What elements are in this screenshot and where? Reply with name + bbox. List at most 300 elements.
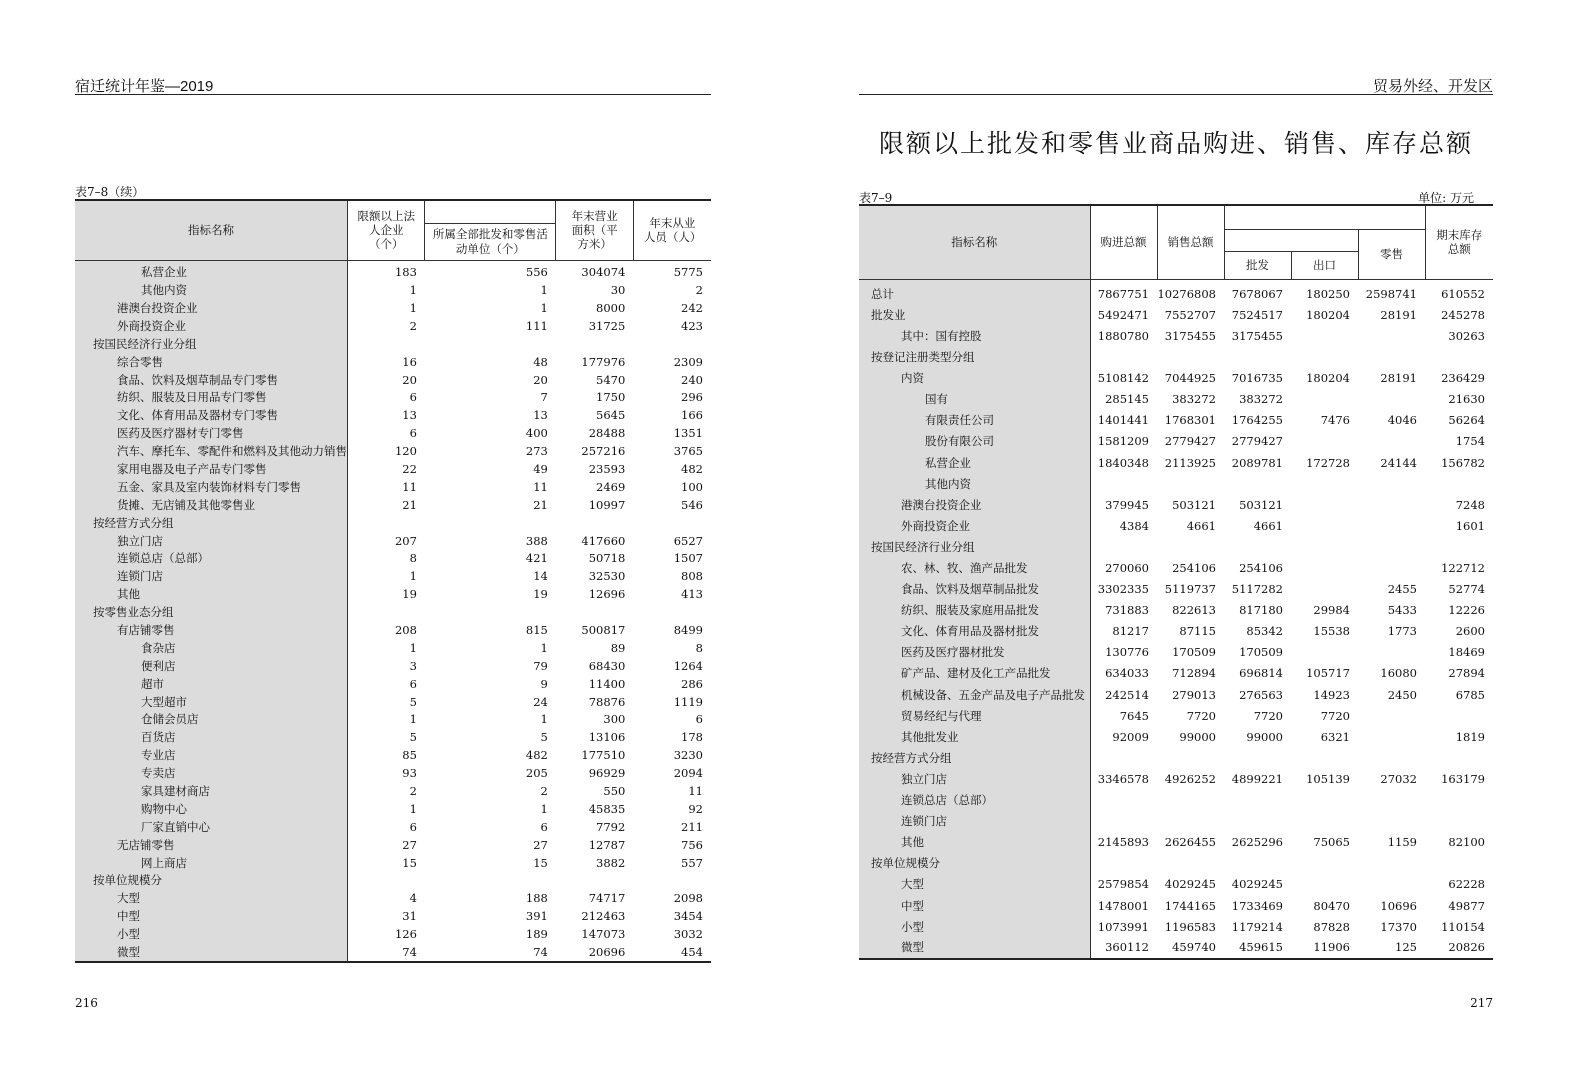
table-cell: 1351	[673, 426, 703, 441]
table-cell: 242514	[1105, 687, 1149, 702]
table-cell: 75065	[1313, 835, 1350, 850]
table-cell	[1224, 347, 1291, 368]
table-cell	[1291, 495, 1358, 516]
row-label: 机械设备、五金产品及电子产品批发	[859, 685, 1090, 706]
table-cell: 712894	[1172, 666, 1216, 681]
table-row	[75, 926, 711, 944]
table-cell: 1401441	[1097, 413, 1149, 428]
row-label: 综合零售	[75, 353, 348, 371]
table-cell: 2	[409, 318, 417, 333]
table-cell: 822613	[1172, 603, 1216, 618]
table-cell	[1291, 347, 1358, 368]
table-cell: 4029245	[1231, 877, 1283, 892]
table-cell: 421	[525, 551, 548, 566]
table-row	[75, 729, 711, 747]
table-cell	[1224, 537, 1291, 558]
row-label: 按登记注册类型分组	[859, 347, 1090, 368]
table-cell	[1425, 537, 1493, 558]
table-cell: 89	[610, 640, 626, 655]
table-cell: 170509	[1172, 645, 1216, 660]
table-cell	[1358, 432, 1425, 453]
table-cell	[348, 336, 425, 354]
table-cell: 125	[1358, 938, 1425, 959]
table-cell	[1291, 326, 1358, 347]
table-cell: 7552707	[1164, 307, 1216, 322]
row-label: 按零售业态分组	[75, 604, 348, 622]
table-cell: 7720	[1186, 708, 1216, 723]
table-row	[75, 783, 711, 801]
row-label: 按单位规模分	[75, 872, 348, 890]
table-cell: 5108142	[1097, 371, 1149, 386]
col-header-area: 年末营业面积（平方米）	[556, 200, 633, 260]
table-cell: 188	[525, 891, 548, 906]
table-cell: 99000	[1246, 729, 1283, 744]
table-cell	[1425, 706, 1493, 727]
row-label: 独立门店	[859, 769, 1090, 790]
table-cell: 21	[402, 497, 417, 512]
table-row	[75, 747, 711, 765]
table-cell: 21	[533, 497, 548, 512]
table-cell: 2094	[673, 766, 703, 781]
col-header-stock: 期末库存总额	[1425, 205, 1493, 279]
table-cell: 189	[525, 927, 548, 942]
table-cell: 30263	[1448, 328, 1485, 343]
table-cell: 31	[402, 909, 417, 924]
table-cell: 1768301	[1164, 413, 1216, 428]
table-row	[859, 664, 1493, 685]
col-header-group-spacer	[1224, 205, 1425, 229]
table-cell: 3882	[596, 855, 626, 870]
table-cell: 180204	[1306, 307, 1350, 322]
table-row	[75, 407, 711, 425]
table-cell: 459740	[1157, 938, 1224, 959]
table-cell: 815	[525, 623, 548, 637]
row-label: 家用电器及电子产品专门零售	[75, 461, 348, 479]
table-cell: 2089781	[1231, 455, 1283, 470]
table-cell: 2	[695, 283, 703, 298]
right-page-title: 限额以上批发和零售业商品购进、销售、库存总额	[878, 129, 1473, 158]
table-cell	[1358, 558, 1425, 579]
table-cell	[1157, 347, 1224, 368]
table-cell: 80470	[1313, 898, 1350, 913]
table-cell	[1291, 579, 1358, 600]
table-cell: 20696	[556, 944, 633, 962]
table-cell	[633, 514, 711, 532]
table-cell	[1090, 474, 1157, 495]
row-label: 连锁门店	[75, 568, 348, 586]
row-label: 百货店	[75, 729, 348, 747]
table-cell: 1880780	[1097, 328, 1149, 343]
table-row	[859, 453, 1493, 474]
table-cell: 16	[402, 354, 417, 369]
table-cell: 6	[540, 819, 548, 834]
table-cell: 413	[681, 587, 703, 602]
table-cell	[1090, 347, 1157, 368]
table-row	[75, 336, 711, 354]
table-cell: 207	[394, 533, 417, 548]
table-cell: 5	[540, 730, 548, 745]
table-cell: 62228	[1448, 877, 1485, 892]
table-cell: 2600	[1455, 624, 1485, 639]
table-cell: 240	[681, 372, 703, 387]
table-cell: 6321	[1320, 729, 1350, 744]
row-label: 大型	[75, 890, 348, 908]
table-cell: 212463	[581, 909, 626, 924]
row-label: 大型超市	[75, 693, 348, 711]
table-cell: 4	[409, 891, 417, 906]
row-label: 网上商店	[75, 854, 348, 872]
table-cell: 6	[409, 676, 417, 691]
table-cell	[1425, 347, 1493, 368]
table-cell: 360112	[1090, 938, 1157, 959]
table-cell: 5645	[596, 408, 626, 423]
table-cell: 1	[409, 801, 417, 816]
table-cell: 7720	[1320, 708, 1350, 723]
table-cell	[1157, 790, 1224, 811]
left-page-number: 216	[75, 996, 98, 1010]
row-label: 小型	[75, 926, 348, 944]
row-label: 其他内资	[859, 474, 1090, 495]
table-cell: 205	[525, 766, 548, 781]
row-label: 其他批发业	[859, 727, 1090, 748]
table-cell	[1090, 790, 1157, 811]
table-row	[75, 890, 711, 908]
table-cell	[1425, 854, 1493, 875]
table-cell: 285145	[1105, 392, 1149, 407]
table-cell	[1291, 474, 1358, 495]
table-cell	[633, 604, 711, 622]
table-cell: 379945	[1105, 497, 1149, 512]
row-label: 港澳台投资企业	[75, 300, 348, 318]
table-cell	[1358, 790, 1425, 811]
table-row	[75, 837, 711, 855]
table-cell: 3175455	[1164, 328, 1216, 343]
table-cell: 5	[409, 694, 417, 709]
row-label: 纺织、服装及家庭用品批发	[859, 600, 1090, 621]
table-cell: 15538	[1313, 624, 1350, 639]
table-row	[75, 622, 711, 640]
table-cell: 1733469	[1231, 898, 1283, 913]
table-cell: 1840348	[1097, 455, 1149, 470]
table-cell: 2779427	[1164, 434, 1216, 449]
table-cell	[1291, 811, 1358, 832]
table-cell	[1358, 811, 1425, 832]
table-cell: 6527	[673, 533, 703, 548]
table-cell: 15	[533, 855, 548, 870]
table-cell: 556	[525, 265, 548, 280]
table-cell: 2309	[673, 354, 703, 369]
table-cell: 6	[695, 712, 703, 727]
table-cell	[1425, 790, 1493, 811]
table-row	[859, 685, 1493, 706]
table-cell: 12696	[588, 587, 626, 602]
table-cell: 120	[394, 444, 417, 459]
table-cell: 1773	[1387, 624, 1417, 639]
table-cell: 177510	[581, 748, 626, 763]
table-row	[859, 938, 1493, 959]
table-cell: 4926252	[1164, 771, 1216, 786]
table-row	[75, 765, 711, 783]
table-cell: 546	[681, 497, 703, 512]
table-cell	[633, 872, 711, 890]
table-cell: 300	[603, 712, 626, 727]
row-label: 微型	[75, 944, 348, 962]
row-label: 便利店	[75, 658, 348, 676]
row-label: 超市	[75, 675, 348, 693]
table-cell	[1425, 811, 1493, 832]
table-cell: 20826	[1425, 938, 1493, 959]
row-label: 厂家直销中心	[75, 819, 348, 837]
table-cell: 6785	[1455, 687, 1485, 702]
table-cell: 6	[409, 819, 417, 834]
table-cell: 7645	[1119, 708, 1149, 723]
table-cell: 99000	[1179, 729, 1216, 744]
row-label: 有限责任公司	[859, 411, 1090, 432]
table-cell: 304074	[581, 265, 626, 280]
table-cell: 2626455	[1164, 835, 1216, 850]
table-cell: 147073	[581, 927, 626, 942]
table-cell: 13106	[588, 730, 626, 745]
table-cell: 2598741	[1365, 287, 1417, 302]
table-cell	[1291, 790, 1358, 811]
table-cell	[1224, 474, 1291, 495]
table-cell: 7792	[596, 819, 626, 834]
table-row	[75, 693, 711, 711]
left-running-head: 宿迁统计年鉴—2019	[75, 78, 214, 95]
table-cell: 56264	[1448, 413, 1485, 428]
table-cell	[1090, 854, 1157, 875]
table-row	[75, 371, 711, 389]
right-data-table	[859, 204, 1493, 960]
table-cell	[556, 514, 633, 532]
row-label: 文化、体育用品及器材批发	[859, 622, 1090, 643]
table-cell: 482	[525, 748, 548, 763]
col-header-sub-spacer	[1224, 229, 1358, 251]
table-cell: 183	[394, 265, 417, 280]
table-cell	[1090, 811, 1157, 832]
table-row	[859, 279, 1493, 305]
table-row	[859, 769, 1493, 790]
table-cell: 2113925	[1164, 455, 1216, 470]
table-cell: 87115	[1179, 624, 1216, 639]
table-row	[859, 875, 1493, 896]
table-cell	[1157, 854, 1224, 875]
row-label: 批发业	[859, 305, 1090, 326]
table-cell: 1264	[673, 658, 703, 673]
table-cell: 388	[525, 533, 548, 548]
row-label: 按经营方式分组	[859, 748, 1090, 769]
table-row	[859, 811, 1493, 832]
table-cell	[348, 604, 425, 622]
table-cell	[1425, 474, 1493, 495]
table-row	[75, 568, 711, 586]
table-cell: 19	[533, 587, 548, 602]
row-label: 总计	[859, 279, 1090, 305]
table-cell: 1	[409, 712, 417, 727]
table-cell	[1090, 537, 1157, 558]
row-label: 其他内资	[75, 282, 348, 300]
table-cell: 5	[409, 730, 417, 745]
table-cell: 172728	[1306, 455, 1350, 470]
table-cell: 1	[540, 283, 548, 298]
table-cell: 270060	[1105, 561, 1149, 576]
row-label: 私营企业	[75, 260, 348, 282]
table-cell: 1	[540, 300, 548, 315]
table-row	[859, 622, 1493, 643]
table-cell: 52774	[1448, 582, 1485, 597]
row-label: 贸易经纪与代理	[859, 706, 1090, 727]
row-label: 连锁总店（总部）	[75, 550, 348, 568]
table-cell	[1224, 790, 1291, 811]
table-cell: 1754	[1455, 434, 1485, 449]
table-row	[859, 537, 1493, 558]
table-cell: 178	[681, 730, 703, 745]
table-row	[859, 727, 1493, 748]
row-label: 内资	[859, 368, 1090, 389]
row-label: 农、林、牧、渔产品批发	[859, 558, 1090, 579]
table-cell: 11400	[588, 676, 626, 691]
table-cell: 1744165	[1164, 898, 1216, 913]
table-row	[75, 425, 711, 443]
table-cell: 105139	[1306, 771, 1350, 786]
table-row	[859, 411, 1493, 432]
row-label: 其中：国有控股	[859, 326, 1090, 347]
col-header-wholesale: 批发	[1224, 251, 1291, 279]
table-cell: 2145893	[1097, 835, 1149, 850]
table-row	[75, 675, 711, 693]
table-cell: 93	[402, 766, 417, 781]
table-cell: 111	[525, 318, 548, 333]
table-cell	[348, 872, 425, 890]
row-label: 纺织、服装及日用品专门零售	[75, 389, 348, 407]
row-label: 股份有限公司	[859, 432, 1090, 453]
row-label: 按国民经济行业分组	[75, 336, 348, 354]
row-label: 港澳台投资企业	[859, 495, 1090, 516]
table-cell: 817180	[1239, 603, 1283, 618]
table-cell: 28488	[588, 426, 626, 441]
table-cell: 4661	[1253, 518, 1283, 533]
table-cell	[1291, 748, 1358, 769]
table-cell: 4046	[1387, 413, 1417, 428]
table-row	[859, 474, 1493, 495]
table-cell: 1819	[1455, 729, 1485, 744]
table-cell: 7016735	[1231, 371, 1283, 386]
table-cell: 32530	[588, 569, 626, 584]
right-running-head: 贸易外经、开发区	[1372, 78, 1493, 95]
left-table-label: 表7–8（续）	[75, 185, 145, 199]
row-label: 连锁门店	[859, 811, 1090, 832]
row-label: 医药及医疗器材专门零售	[75, 425, 348, 443]
table-row	[75, 550, 711, 568]
row-label: 无店铺零售	[75, 837, 348, 855]
row-label: 连锁总店（总部）	[859, 790, 1090, 811]
table-row	[75, 908, 711, 926]
table-cell: 74	[425, 944, 556, 962]
table-cell: 28191	[1380, 371, 1417, 386]
table-cell	[1291, 432, 1358, 453]
table-cell: 11	[533, 479, 548, 494]
table-row	[75, 658, 711, 676]
table-row	[75, 819, 711, 837]
table-row	[75, 872, 711, 890]
row-label: 文化、体育用品及器材专门零售	[75, 407, 348, 425]
table-row	[859, 600, 1493, 621]
table-cell: 7867751	[1097, 287, 1149, 302]
right-unit-label: 单位: 万元	[1418, 191, 1474, 205]
table-cell: 11	[402, 479, 417, 494]
table-row	[859, 347, 1493, 368]
table-cell	[1358, 854, 1425, 875]
table-cell: 130776	[1105, 645, 1149, 660]
table-row	[859, 854, 1493, 875]
table-row	[859, 706, 1493, 727]
table-cell: 731883	[1105, 603, 1149, 618]
table-cell	[633, 336, 711, 354]
table-cell: 13	[533, 408, 548, 423]
table-row	[75, 389, 711, 407]
table-cell: 3454	[673, 909, 703, 924]
row-label: 按单位规模分	[859, 854, 1090, 875]
row-label: 按经营方式分组	[75, 514, 348, 532]
table-cell: 156782	[1441, 455, 1485, 470]
table-cell: 1750	[596, 390, 626, 405]
table-row	[859, 579, 1493, 600]
table-cell: 74	[348, 944, 425, 962]
table-cell: 1119	[673, 694, 703, 709]
row-label: 五金、家具及室内装饰材料专门零售	[75, 479, 348, 497]
table-row	[75, 318, 711, 336]
table-cell: 7720	[1253, 708, 1283, 723]
table-cell: 1196583	[1164, 919, 1216, 934]
table-cell: 85	[402, 748, 417, 763]
table-cell: 1073991	[1097, 919, 1149, 934]
table-cell	[1358, 727, 1425, 748]
table-cell: 92009	[1112, 729, 1149, 744]
table-cell	[1157, 537, 1224, 558]
table-cell	[1358, 706, 1425, 727]
table-cell: 5117282	[1231, 582, 1283, 597]
table-cell: 5470	[596, 372, 626, 387]
table-cell	[1358, 474, 1425, 495]
table-cell	[1358, 516, 1425, 537]
table-cell: 5119737	[1164, 582, 1216, 597]
table-cell	[1291, 558, 1358, 579]
row-label: 中型	[859, 896, 1090, 917]
table-cell: 610552	[1441, 287, 1485, 302]
row-label: 仓储会员店	[75, 711, 348, 729]
table-cell: 3	[409, 658, 417, 673]
table-cell: 242	[681, 300, 703, 315]
table-cell: 20	[402, 372, 417, 387]
table-cell: 400	[525, 426, 548, 441]
table-cell: 2450	[1387, 687, 1417, 702]
table-cell: 31725	[588, 318, 626, 333]
table-cell: 296	[681, 390, 703, 405]
table-cell: 482	[681, 461, 703, 476]
table-cell: 2579854	[1097, 877, 1149, 892]
table-cell: 1	[409, 283, 417, 298]
table-cell: 49	[533, 461, 548, 476]
table-cell	[1358, 347, 1425, 368]
table-row	[75, 353, 711, 371]
table-row	[75, 640, 711, 658]
table-cell	[425, 872, 556, 890]
table-row	[859, 432, 1493, 453]
table-cell: 23593	[588, 461, 626, 476]
table-cell: 3032	[673, 927, 703, 942]
table-cell: 78876	[588, 694, 626, 709]
row-label: 按国民经济行业分组	[859, 537, 1090, 558]
